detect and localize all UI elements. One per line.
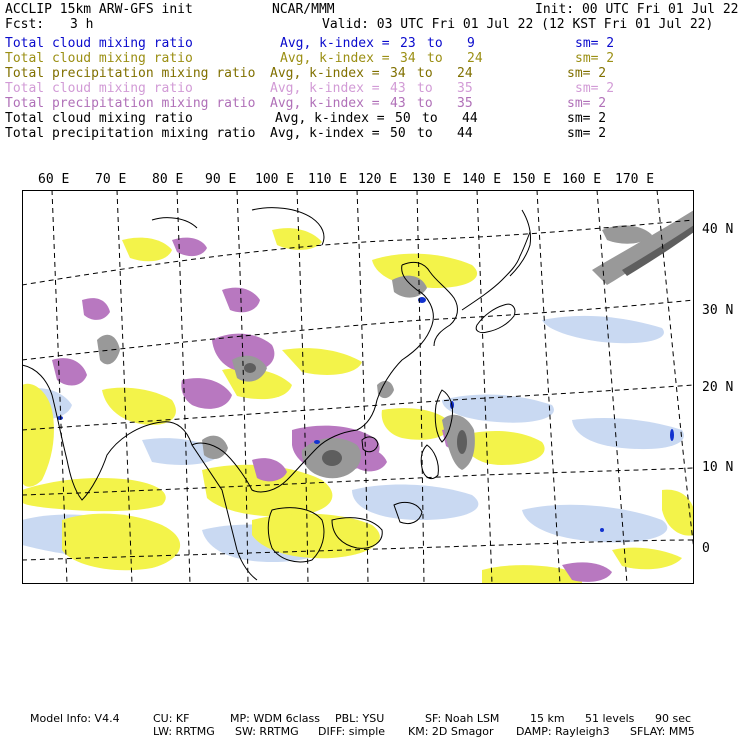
field-name: Total precipitation mixing ratio	[5, 126, 256, 141]
field-k-start: 34	[390, 66, 406, 81]
longitude-label: 120 E	[358, 172, 398, 187]
field-smoothing: sm= 2	[575, 36, 615, 51]
field-name: Total cloud mixing ratio	[5, 51, 193, 66]
longitude-label: 60 E	[38, 172, 70, 187]
field-k-end: 35	[457, 81, 473, 96]
valid-time: Valid: 03 UTC Fri 01 Jul 22 (12 KST Fri 01 Jul 22)	[322, 17, 714, 32]
footer-resolution: 15 km	[530, 712, 565, 725]
field-smoothing: sm= 2	[567, 66, 607, 81]
field-k-end: 44	[457, 126, 473, 141]
latitude-label: 20 N	[702, 380, 734, 395]
field-avg-label: Avg, k-index =	[280, 36, 390, 51]
longitude-label: 130 E	[412, 172, 452, 187]
fcst-label: Fcst:	[5, 17, 45, 32]
field-row	[5, 81, 735, 96]
footer-mp: MP: WDM 6class	[230, 712, 320, 725]
model-title: ACCLIP 15km ARW-GFS init	[5, 2, 193, 17]
field-k-to: to	[427, 51, 443, 66]
field-k-start: 43	[390, 96, 406, 111]
field-k-end: 35	[457, 96, 473, 111]
field-k-to: to	[427, 36, 443, 51]
field-row	[5, 96, 735, 111]
field-k-end: 24	[457, 66, 473, 81]
field-row	[5, 126, 735, 141]
footer-km: KM: 2D Smagor	[408, 725, 494, 738]
field-smoothing: sm= 2	[575, 81, 615, 96]
field-avg-label: Avg, k-index =	[270, 96, 380, 111]
field-k-end: 9	[467, 36, 475, 51]
footer-model-info: Model Info: V4.4	[30, 712, 120, 725]
field-k-end: 24	[467, 51, 483, 66]
field-row	[5, 51, 735, 66]
longitude-label: 70 E	[95, 172, 127, 187]
longitude-label: 160 E	[562, 172, 602, 187]
init-time: Init: 00 UTC Fri 01 Jul 22	[535, 2, 739, 17]
longitude-label: 80 E	[152, 172, 184, 187]
field-avg-label: Avg, k-index =	[270, 66, 380, 81]
field-row	[5, 36, 735, 51]
field-name: Total precipitation mixing ratio	[5, 66, 256, 81]
longitude-label: 90 E	[205, 172, 237, 187]
longitude-label: 110 E	[308, 172, 348, 187]
field-name: Total precipitation mixing ratio	[5, 96, 256, 111]
field-row	[5, 66, 735, 81]
field-k-start: 34	[400, 51, 416, 66]
field-avg-label: Avg, k-index =	[270, 81, 380, 96]
field-k-to: to	[417, 96, 433, 111]
latitude-label: 0	[702, 541, 710, 556]
field-avg-label: Avg, k-index =	[275, 111, 385, 126]
footer-pbl: PBL: YSU	[335, 712, 385, 725]
field-k-end: 44	[462, 111, 478, 126]
latitude-label: 10 N	[702, 460, 734, 475]
field-smoothing: sm= 2	[567, 96, 607, 111]
field-name: Total cloud mixing ratio	[5, 36, 193, 51]
field-row	[5, 111, 735, 126]
field-smoothing: sm= 2	[575, 51, 615, 66]
footer-damp: DAMP: Rayleigh3	[516, 725, 610, 738]
footer-sflay: SFLAY: MM5	[630, 725, 695, 738]
footer-levels: 51 levels	[585, 712, 635, 725]
footer-cu: CU: KF	[153, 712, 190, 725]
footer-timestep: 90 sec	[655, 712, 692, 725]
longitude-label: 100 E	[255, 172, 295, 187]
field-avg-label: Avg, k-index =	[270, 126, 380, 141]
footer-lw: LW: RRTMG	[153, 725, 215, 738]
map-panel	[22, 190, 694, 584]
field-smoothing: sm= 2	[567, 111, 607, 126]
field-k-to: to	[422, 111, 438, 126]
field-name: Total cloud mixing ratio	[5, 81, 193, 96]
field-avg-label: Avg, k-index =	[280, 51, 390, 66]
center-label: NCAR/MMM	[272, 2, 335, 17]
field-k-start: 23	[400, 36, 416, 51]
longitude-label: 170 E	[615, 172, 655, 187]
field-smoothing: sm= 2	[567, 126, 607, 141]
latitude-label: 30 N	[702, 303, 734, 318]
longitude-label: 150 E	[512, 172, 552, 187]
field-k-start: 43	[390, 81, 406, 96]
field-k-to: to	[417, 81, 433, 96]
field-name: Total cloud mixing ratio	[5, 111, 193, 126]
latitude-label: 40 N	[702, 222, 734, 237]
field-k-to: to	[417, 126, 433, 141]
field-k-start: 50	[390, 126, 406, 141]
field-k-to: to	[417, 66, 433, 81]
longitude-label: 140 E	[462, 172, 502, 187]
footer-diff: DIFF: simple	[318, 725, 386, 738]
footer-sf: SF: Noah LSM	[425, 712, 500, 725]
fcst-value: 3 h	[70, 17, 94, 32]
footer-sw: SW: RRTMG	[235, 725, 299, 738]
field-k-start: 50	[395, 111, 411, 126]
